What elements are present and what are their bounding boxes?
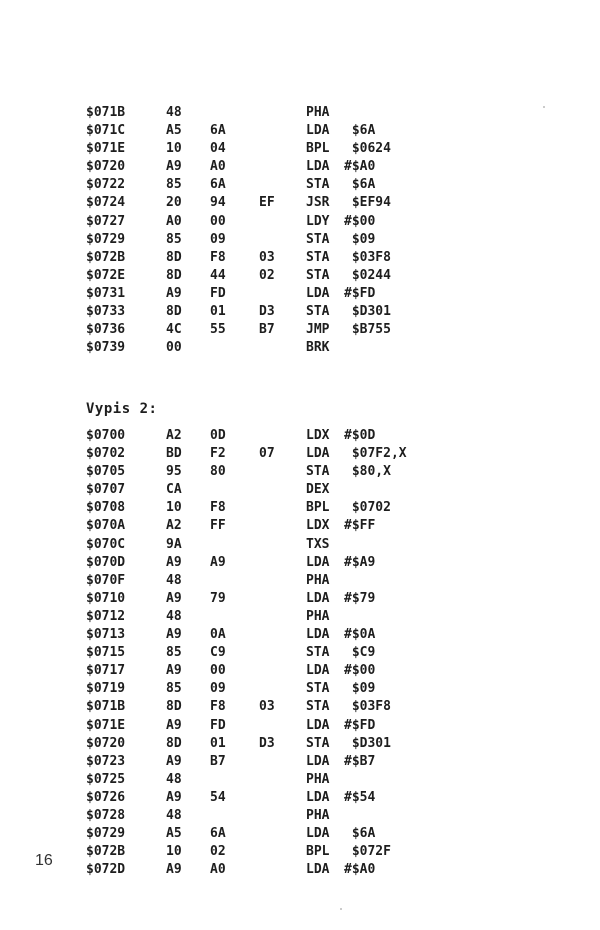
byte3-cell: 03 — [259, 699, 275, 715]
operand-cell: #$00 — [344, 663, 376, 679]
operand-cell: $03F8 — [344, 699, 391, 715]
address-cell: $070F — [86, 572, 126, 588]
operand-cell: #$00 — [344, 213, 376, 229]
byte3-cell: B7 — [259, 322, 275, 338]
byte2-cell: 6A — [210, 826, 226, 842]
address-cell: $070D — [86, 554, 126, 570]
byte2-cell: 80 — [210, 464, 226, 480]
address-cell: $0707 — [86, 482, 126, 498]
operand-cell: $0244 — [344, 267, 391, 283]
byte2-cell: 6A — [210, 123, 226, 139]
address-cell: $0723 — [86, 753, 126, 769]
byte1-cell: 85 — [166, 645, 182, 661]
mnemonic-cell: STA — [306, 645, 330, 661]
byte1-cell: A9 — [166, 717, 182, 733]
byte2-cell: FF — [210, 518, 226, 534]
byte3-cell: EF — [259, 195, 275, 211]
operand-cell: $C9 — [344, 645, 376, 661]
address-cell: $0713 — [86, 627, 126, 643]
address-cell: $0739 — [86, 340, 126, 356]
mnemonic-cell: LDA — [306, 717, 330, 733]
operand-cell: $0624 — [344, 141, 391, 157]
address-cell: $0727 — [86, 213, 126, 229]
byte1-cell: A9 — [166, 862, 182, 878]
address-cell: $0725 — [86, 771, 126, 787]
byte2-cell: F8 — [210, 699, 226, 715]
address-cell: $0705 — [86, 464, 126, 480]
mnemonic-cell: BPL — [306, 500, 330, 516]
mnemonic-cell: JMP — [306, 322, 330, 338]
operand-cell: #$0D — [344, 428, 376, 443]
byte1-cell: A9 — [166, 663, 182, 679]
byte1-cell: 10 — [166, 141, 182, 157]
mnemonic-cell: STA — [306, 699, 330, 715]
mnemonic-cell: BRK — [306, 340, 330, 356]
address-cell: $0724 — [86, 195, 126, 211]
byte3-cell: 03 — [259, 249, 275, 265]
operand-cell: #$B7 — [344, 753, 376, 769]
print-speck — [340, 908, 342, 910]
mnemonic-cell: LDA — [306, 446, 330, 462]
address-cell: $0729 — [86, 231, 126, 247]
address-cell: $0712 — [86, 608, 126, 624]
byte1-cell: A9 — [166, 789, 182, 805]
byte1-cell: A9 — [166, 590, 182, 606]
byte1-cell: CA — [166, 482, 182, 498]
mnemonic-cell: LDA — [306, 627, 330, 643]
byte3-cell: D3 — [259, 735, 275, 751]
mnemonic-cell: JSR — [306, 195, 330, 211]
operand-cell: #$FD — [344, 717, 376, 733]
byte1-cell: 85 — [166, 681, 182, 697]
byte2-cell: 6A — [210, 177, 226, 193]
address-cell: $071C — [86, 123, 126, 139]
operand-cell: $03F8 — [344, 249, 391, 265]
mnemonic-cell: STA — [306, 177, 330, 193]
byte2-cell: F8 — [210, 500, 226, 516]
byte2-cell: 94 — [210, 195, 226, 211]
mnemonic-cell: DEX — [306, 482, 330, 498]
address-cell: $070A — [86, 518, 126, 534]
address-cell: $0729 — [86, 826, 126, 842]
address-cell: $072D — [86, 862, 126, 878]
address-cell: $070C — [86, 536, 126, 552]
mnemonic-cell: PHA — [306, 105, 330, 120]
byte1-cell: 85 — [166, 231, 182, 247]
mnemonic-cell: LDA — [306, 123, 330, 139]
byte2-cell: 09 — [210, 231, 226, 247]
mnemonic-cell: PHA — [306, 771, 330, 787]
address-cell: $0715 — [86, 645, 126, 661]
address-cell: $071B — [86, 105, 126, 120]
mnemonic-cell: PHA — [306, 608, 330, 624]
address-cell: $072B — [86, 844, 126, 860]
byte1-cell: A2 — [166, 518, 182, 534]
operand-cell: $6A — [344, 123, 376, 139]
byte1-cell: A9 — [166, 627, 182, 643]
operand-cell: $09 — [344, 681, 376, 697]
byte1-cell: 8D — [166, 267, 182, 283]
operand-cell: $D301 — [344, 735, 391, 751]
page-number: 16 — [35, 852, 53, 869]
mnemonic-cell: LDA — [306, 590, 330, 606]
byte1-cell: 8D — [166, 304, 182, 320]
byte1-cell: 95 — [166, 464, 182, 480]
address-cell: $0719 — [86, 681, 126, 697]
mnemonic-cell: STA — [306, 735, 330, 751]
operand-cell: $0702 — [344, 500, 391, 516]
byte1-cell: A9 — [166, 554, 182, 570]
byte2-cell: 55 — [210, 322, 226, 338]
byte1-cell: 48 — [166, 771, 182, 787]
operand-cell: $6A — [344, 826, 376, 842]
byte2-cell: 79 — [210, 590, 226, 606]
operand-cell: #$A0 — [344, 862, 376, 878]
address-cell: $071B — [86, 699, 126, 715]
byte1-cell: 8D — [166, 699, 182, 715]
address-cell: $071E — [86, 141, 126, 157]
byte2-cell: 0D — [210, 428, 226, 443]
byte1-cell: 48 — [166, 608, 182, 624]
operand-cell: $6A — [344, 177, 376, 193]
operand-cell: #$54 — [344, 789, 376, 805]
byte2-cell: 00 — [210, 663, 226, 679]
address-cell: $072B — [86, 249, 126, 265]
operand-cell: $B755 — [344, 322, 391, 338]
byte1-cell: 4C — [166, 322, 182, 338]
address-cell: $0720 — [86, 735, 126, 751]
operand-cell: #$FD — [344, 285, 376, 301]
byte2-cell: 09 — [210, 681, 226, 697]
mnemonic-cell: LDA — [306, 862, 330, 878]
byte3-cell: 02 — [259, 267, 275, 283]
address-cell: $0733 — [86, 304, 126, 320]
mnemonic-cell: BPL — [306, 141, 330, 157]
mnemonic-cell: PHA — [306, 572, 330, 588]
mnemonic-cell: LDA — [306, 159, 330, 175]
byte2-cell: FD — [210, 285, 226, 301]
byte1-cell: 85 — [166, 177, 182, 193]
byte1-cell: 20 — [166, 195, 182, 211]
byte2-cell: 01 — [210, 735, 226, 751]
address-cell: $0728 — [86, 807, 126, 823]
byte1-cell: 48 — [166, 572, 182, 588]
operand-cell: $09 — [344, 231, 376, 247]
byte1-cell: A5 — [166, 123, 182, 139]
operand-cell: #$FF — [344, 518, 376, 534]
byte1-cell: A9 — [166, 285, 182, 301]
byte1-cell: 00 — [166, 340, 182, 356]
byte1-cell: 8D — [166, 249, 182, 265]
byte1-cell: 8D — [166, 735, 182, 751]
address-cell: $0708 — [86, 500, 126, 516]
mnemonic-cell: LDA — [306, 753, 330, 769]
operand-cell: #$0A — [344, 627, 376, 643]
byte2-cell: A9 — [210, 554, 226, 570]
address-cell: $0720 — [86, 159, 126, 175]
address-cell: $0702 — [86, 446, 126, 462]
byte2-cell: 0A — [210, 627, 226, 643]
operand-cell: #$A0 — [344, 159, 376, 175]
mnemonic-cell: LDA — [306, 789, 330, 805]
operand-cell: $072F — [344, 844, 391, 860]
byte2-cell: 02 — [210, 844, 226, 860]
section-heading: Vypis 2: — [86, 401, 158, 417]
mnemonic-cell: STA — [306, 231, 330, 247]
operand-cell: $07F2,X — [344, 446, 407, 462]
byte2-cell: 04 — [210, 141, 226, 157]
byte2-cell: F2 — [210, 446, 226, 462]
byte2-cell: C9 — [210, 645, 226, 661]
address-cell: $0736 — [86, 322, 126, 338]
byte1-cell: 9A — [166, 536, 182, 552]
address-cell: $0710 — [86, 590, 126, 606]
mnemonic-cell: TXS — [306, 536, 330, 552]
address-cell: $0717 — [86, 663, 126, 679]
byte1-cell: 10 — [166, 500, 182, 516]
byte1-cell: BD — [166, 446, 182, 462]
mnemonic-cell: BPL — [306, 844, 330, 860]
address-cell: $0700 — [86, 428, 126, 443]
address-cell: $0722 — [86, 177, 126, 193]
address-cell: $0731 — [86, 285, 126, 301]
byte2-cell: A0 — [210, 159, 226, 175]
mnemonic-cell: LDX — [306, 428, 330, 443]
mnemonic-cell: STA — [306, 304, 330, 320]
address-cell: $072E — [86, 267, 126, 283]
byte1-cell: A2 — [166, 428, 182, 443]
mnemonic-cell: LDA — [306, 663, 330, 679]
operand-cell: #$79 — [344, 590, 376, 606]
byte1-cell: 10 — [166, 844, 182, 860]
byte3-cell: D3 — [259, 304, 275, 320]
operand-cell: $D301 — [344, 304, 391, 320]
byte2-cell: 44 — [210, 267, 226, 283]
operand-cell: $80,X — [344, 464, 391, 480]
mnemonic-cell: LDA — [306, 826, 330, 842]
print-speck — [543, 106, 545, 108]
mnemonic-cell: LDA — [306, 554, 330, 570]
mnemonic-cell: STA — [306, 267, 330, 283]
byte1-cell: 48 — [166, 807, 182, 823]
byte2-cell: 54 — [210, 789, 226, 805]
byte2-cell: A0 — [210, 862, 226, 878]
byte1-cell: A5 — [166, 826, 182, 842]
address-cell: $071E — [86, 717, 126, 733]
operand-cell: $EF94 — [344, 195, 391, 211]
operand-cell: #$A9 — [344, 554, 376, 570]
byte1-cell: A9 — [166, 753, 182, 769]
byte2-cell: F8 — [210, 249, 226, 265]
byte1-cell: A0 — [166, 213, 182, 229]
address-cell: $0726 — [86, 789, 126, 805]
mnemonic-cell: PHA — [306, 807, 330, 823]
mnemonic-cell: LDY — [306, 213, 330, 229]
byte2-cell: FD — [210, 717, 226, 733]
mnemonic-cell: LDA — [306, 285, 330, 301]
mnemonic-cell: STA — [306, 681, 330, 697]
byte2-cell: 01 — [210, 304, 226, 320]
byte1-cell: 48 — [166, 105, 182, 120]
mnemonic-cell: STA — [306, 464, 330, 480]
mnemonic-cell: LDX — [306, 518, 330, 534]
byte3-cell: 07 — [259, 446, 275, 462]
byte2-cell: B7 — [210, 753, 226, 769]
mnemonic-cell: STA — [306, 249, 330, 265]
byte2-cell: 00 — [210, 213, 226, 229]
byte1-cell: A9 — [166, 159, 182, 175]
